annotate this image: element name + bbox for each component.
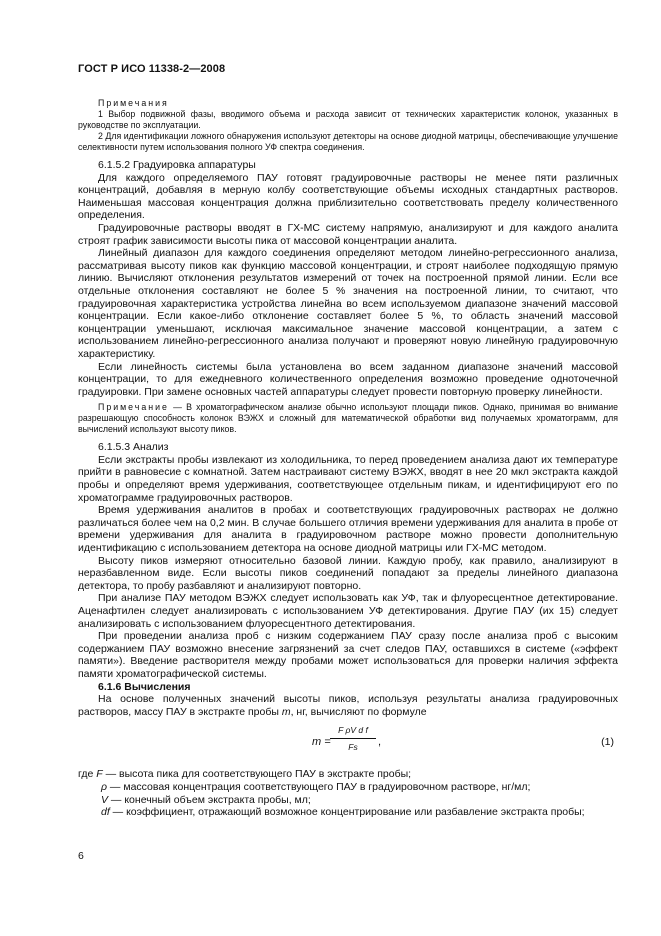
note-item: 1 Выбор подвижной фазы, вводимого объема и расхода зависит от технических характеристик колонок, указанных в руководстве по эксплуатации.	[78, 109, 618, 130]
paragraph: Градуировочные растворы вводят в ГХ-МС систему напрямую, анализируют и для каждого аналита строят график зависимости высоты пика от массовой концентрации аналита.	[78, 221, 618, 247]
formula-denominator: Fs	[348, 741, 358, 752]
paragraph: На основе полученных значений высоты пиков, используя результаты анализа градуировочных растворов, массу ПАУ в экстракте пробы m, нг, вычисляют по формуле	[78, 693, 618, 718]
paragraph: При анализе ПАУ методом ВЭЖХ следует использовать как УФ, так и флуоресцентное детектирование. Аценафтилен следует анализировать с использованием УФ детектирования. Другие ПАУ (их 15) следует анализировать с использованием флуоресцентного детектирования.	[78, 592, 618, 630]
definition-item: df — коэффициент, отражающий возможное концентрирование или разбавление экстракта пробы;	[101, 806, 585, 819]
formula-lhs: m =	[312, 736, 331, 749]
note-item: 2 Для идентификации ложного обнаружения используют детекторы на основе диодной матрицы, обеспечивающие улучшение селективности путем использования полного УФ спектра соединения.	[78, 131, 618, 152]
paragraph: Линейный диапазон для каждого соединения определяют методом линейно-регрессионного анализа, рассматривая высоту пиков как функцию массовой концентрации, и строят наиболее подходящую прямую линию. Вычисляют отклонения результатов измерений от точек на построенной прямой линии. Если все отдельные отклонения составляют не более 5 % значения на построенной линии, то считают, что градуировочная характеристика устройства линейна во всем используемом диапазоне значений массовой концентрации. Если какое-либо отклонение составляет более 5 %, то область значений массовой концентрации уменьшают, исключая максимальное значение массовой концентрации, а затем с использованием линейно-регрессионного анализа получают и проверяют новую линейную градуировочную характеристику.	[78, 247, 618, 360]
definition-item: ρ — массовая концентрация соответствующего ПАУ в градуировочном растворе, нг/мл;	[101, 780, 531, 793]
definitions-list	[78, 768, 618, 818]
definition-item: где F — высота пика для соответствующего ПАУ в экстракте пробы;	[78, 768, 412, 781]
paragraph: Время удерживания аналитов в пробах и соответствующих градуировочных растворах не должно различаться более чем на 0,2 мин. В случае большего отличия времени удерживания для аналита в пробе от времени удерживания для аналита в градуировочном растворе можно провести дополнительную идентификацию с использованием детектора на основе диодной матрицы или ГХ-МС методом.	[78, 504, 618, 555]
document-header: ГОСТ Р ИСО 11338-2—2008	[78, 63, 226, 75]
note-block	[78, 402, 618, 435]
section-heading-6153: 6.1.5.3 Анализ	[98, 441, 169, 454]
formula-fraction	[330, 724, 376, 753]
formula-1	[78, 724, 618, 764]
paragraph: Высоту пиков измеряют относительно базовой линии. Каждую пробу, как правило, анализируют в неразбавленном виде. Если высоты пиков соединений попадают за пределы линейного диапазона детектора, то пробу разбавляют и анализируют повторно.	[78, 554, 618, 592]
note-label: Примечание	[98, 402, 169, 413]
notes-title: Примечания	[98, 98, 169, 108]
section-heading-616: 6.1.6 Вычисления	[98, 680, 191, 693]
note-paragraph	[78, 402, 618, 435]
paragraph: При проведении анализа проб с низким содержанием ПАУ сразу после анализа проб с высоким содержанием ПАУ возможно внесение загрязнений за счет следов ПАУ, оставшихся в системе («эффект памяти»). Введение растворителя между пробами может использоваться для проверки наличия эффекта памяти хроматографической системы.	[78, 630, 618, 680]
document-body	[78, 98, 618, 819]
paragraph: Если экстракты пробы извлекают из холодильника, то перед проведением анализа дают их температуре прийти в равновесие с комнатной. Затем настраивают систему ВЭЖХ, вводят в нее 20 мкл экстракта каждой пробы и определяют время удерживания, соответствующее отдельным пикам, и идентифицируют его по хроматограмме градуировочных растворов.	[78, 453, 618, 504]
page-number: 6	[78, 850, 84, 862]
section-heading-6152: 6.1.5.2 Градуировка аппаратуры	[98, 159, 256, 171]
paragraph: Для каждого определяемого ПАУ готовят градуировочные растворы не менее пяти различных концентраций, добавляя в мерную колбу соответствующие объемы исходных стандартных растворов. Наименьшая массовая концентрация должна приблизительно соответствовать пределу количественного определения.	[78, 171, 618, 222]
formula-comma: ,	[378, 736, 382, 749]
formula-number: (1)	[601, 736, 614, 749]
formula-numerator: F ρV d f	[330, 724, 376, 739]
note-text: — В хроматографическом анализе обычно используют площади пиков. Однако, принимая во внимание разрешающую способность колонок ВЭЖХ и сложный для математической обработки вид получаемых хроматограмм, для вычислений используют высоту пиков.	[78, 402, 618, 435]
notes-block	[78, 98, 618, 153]
definition-item: V — конечный объем экстракта пробы, мл;	[101, 793, 311, 806]
paragraph: Если линейность системы была установлена во всем заданном диапазоне значений массовой концентрации, то для ежедневного количественного определения возможно проведение одноточечной градуировки. При замене основных частей аппаратуры следует провести повторную проверку линейности.	[78, 360, 618, 398]
